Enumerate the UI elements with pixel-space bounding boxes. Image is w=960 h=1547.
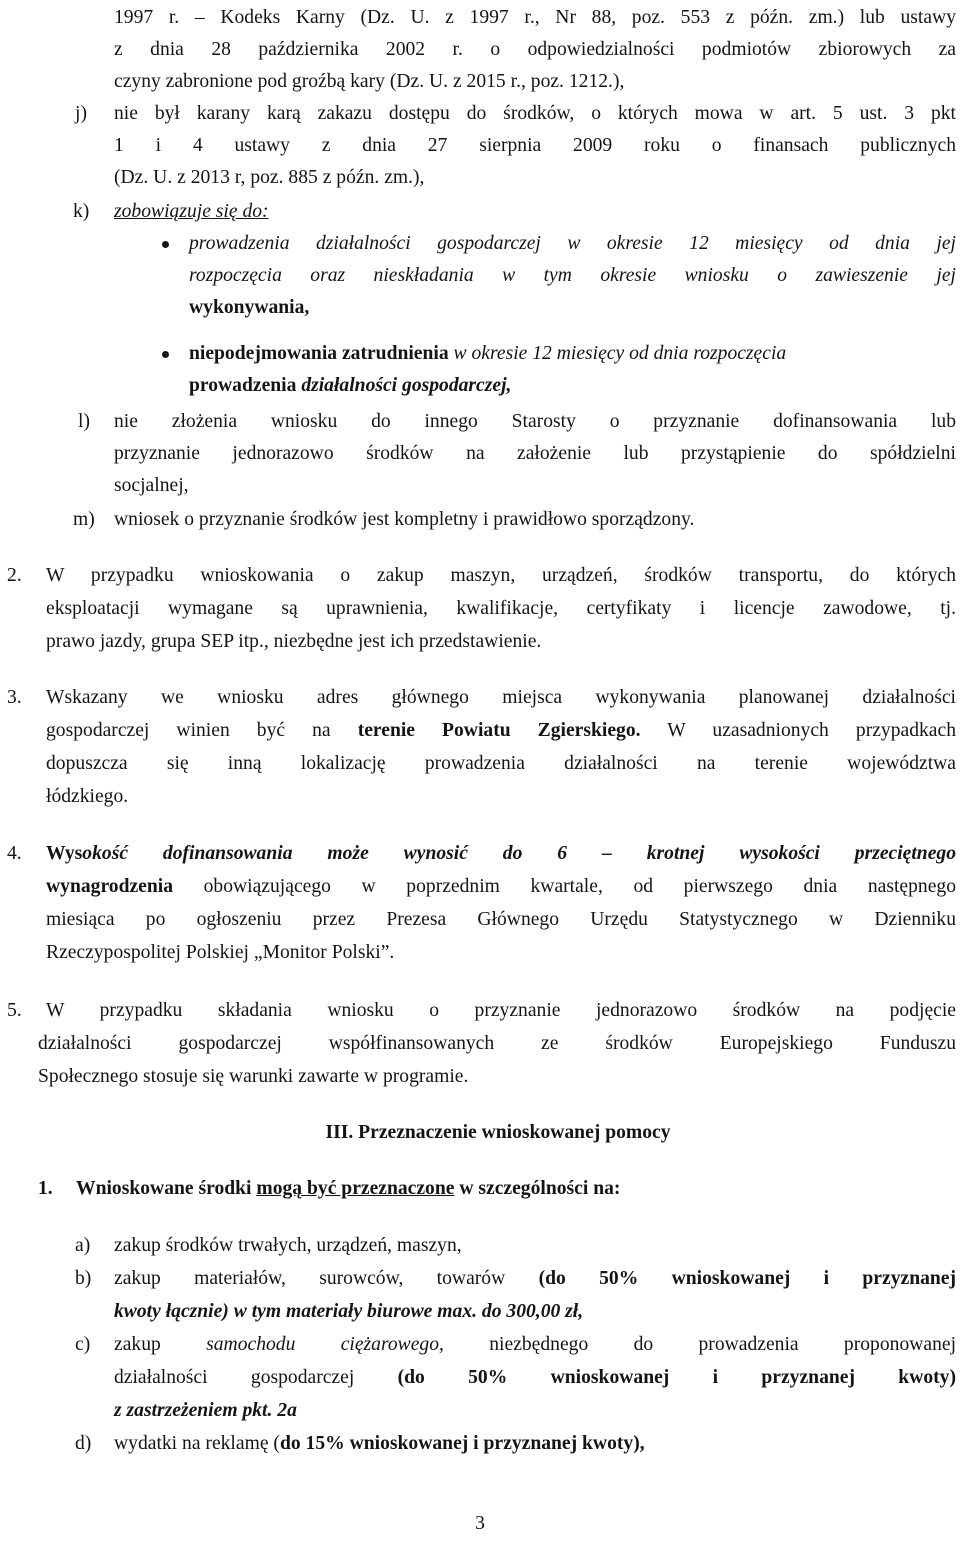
text-line: 1 i 4 ustawy z dnia 27 sierpnia 2009 roku o finansach publicznych	[114, 135, 956, 156]
text-line: W przypadku wnioskowania o zakup maszyn, urządzeń, środków transportu, do których	[46, 565, 956, 586]
italic-run: samochodu ciężarowego	[206, 1334, 440, 1355]
bold-run: Wys	[46, 843, 83, 864]
text-line: przyznanie jednorazowo środków na założenie lub przystąpienie do spółdzielni	[114, 443, 956, 464]
text-line: (Dz. U. z 2013 r, poz. 885 z późn. zm.),	[114, 167, 425, 188]
bold-italic-run: okość dofinansowania może wynosić do 6 – krotnej wysokości przeciętnego	[82, 843, 956, 864]
italic-run: w okresie 12 miesięcy od dnia rozpoczęcia	[448, 343, 787, 364]
bold-run: w szczególności na:	[454, 1178, 621, 1199]
text-line: nie był karany karą zakazu dostępu do środków, o których mowa w art. 5 ust. 3 pkt	[114, 103, 956, 124]
text-line: kwoty łącznie) w tym materiały biurowe max. do 300,00 zł,	[114, 1301, 584, 1322]
text-run: zakup	[114, 1334, 207, 1355]
text-line: zakup środków trwałych, urządzeń, maszyn,	[114, 1235, 462, 1256]
text-line: 1997 r. – Kodeks Karny (Dz. U. z 1997 r., Nr 88, poz. 553 z późn. zm.) lub ustawy	[114, 7, 956, 28]
list-label-a: a)	[75, 1235, 91, 1256]
bold-run: terenie Powiatu Zgierskiego.	[357, 720, 641, 741]
text-run: W uzasadnionych przypadkach	[640, 720, 956, 741]
bold-italic-run: działalności gospodarczej,	[296, 375, 512, 396]
list-label-l: l)	[78, 411, 90, 432]
text-line	[76, 1173, 620, 1206]
section-heading: III. Przeznaczenie wnioskowanej pomocy	[325, 1122, 671, 1143]
point-number: 1.	[38, 1178, 53, 1199]
bold-run: niepodejmowania zatrudnienia	[189, 343, 449, 364]
bold-run: (do 50% wnioskowanej i przyznanej kwoty)	[397, 1367, 956, 1388]
point-number: 3.	[7, 687, 22, 708]
text-run: zakup materiałów, surowców, towarów	[114, 1268, 539, 1289]
text-line: z dnia 28 października 2002 r. o odpowiedzialności podmiotów zbiorowych za	[114, 39, 956, 60]
text-line: nie złożenia wniosku do innego Starosty o przyznanie dofinansowania lub	[114, 411, 956, 432]
text-line	[114, 1428, 645, 1461]
text-line: Rzeczypospolitej Polskiej „Monitor Polski”.	[46, 942, 395, 963]
list-label-j: j)	[75, 103, 87, 124]
text-line: rozpoczęcia oraz nieskładania w tym okresie wniosku o zawieszenie jej	[189, 265, 956, 286]
underlined-run: mogą być przeznaczone	[256, 1178, 455, 1199]
bold-run: Wnioskowane środki	[76, 1178, 257, 1199]
text-line	[46, 871, 956, 904]
text-line	[114, 1329, 956, 1362]
text-line: łódzkiego.	[46, 786, 129, 807]
text-line: prawo jazdy, grupa SEP itp., niezbędne jest ich przedstawienie.	[46, 631, 542, 652]
bold-run: wynagrodzenia	[46, 876, 174, 897]
list-label-c: c)	[75, 1334, 91, 1355]
bullet-icon	[162, 241, 169, 248]
text-line: prowadzenia działalności gospodarczej w okresie 12 miesięcy od dnia jej	[189, 233, 956, 254]
bullet-icon	[162, 351, 169, 358]
bold-run: prowadzenia	[189, 375, 297, 396]
list-label-d: d)	[75, 1433, 92, 1454]
text-line: wykonywania,	[189, 297, 310, 318]
list-label-m: m)	[73, 509, 95, 530]
page-number: 3	[475, 1513, 485, 1534]
text-line: działalności gospodarczej współfinansowanych ze środków Europejskiego Funduszu	[38, 1033, 956, 1054]
point-number: 2.	[7, 565, 22, 586]
text-run: obowiązującego w poprzednim kwartale, od pierwszego dnia następnego	[173, 876, 956, 897]
text-line: zobowiązuje się do:	[114, 201, 269, 222]
text-run: gospodarczej winien być na	[46, 720, 358, 741]
text-line: wniosek o przyznanie środków jest kompletny i prawidłowo sporządzony.	[114, 509, 695, 530]
text-line: Społecznego stosuje się warunki zawarte w programie.	[38, 1066, 469, 1087]
text-line	[114, 1362, 956, 1395]
point-number: 5.	[7, 1000, 22, 1021]
list-label-b: b)	[75, 1268, 92, 1289]
text-line: eksploatacji wymagane są uprawnienia, kwalifikacje, certyfikaty i licencje zawodowe, tj.	[46, 598, 956, 619]
text-line: socjalnej,	[114, 475, 189, 496]
text-line: z zastrzeżeniem pkt. 2a	[114, 1400, 297, 1421]
bold-run: (do 50% wnioskowanej i przyznanej	[538, 1268, 957, 1289]
text-line	[46, 838, 956, 871]
text-run: działalności gospodarczej	[114, 1367, 398, 1388]
text-line	[46, 715, 956, 748]
point-number: 4.	[7, 843, 22, 864]
text-line	[114, 1263, 956, 1296]
text-run: wydatki na reklamę (	[114, 1433, 280, 1454]
text-run: , niezbędnego do prowadzenia proponowanej	[439, 1334, 957, 1355]
text-line: W przypadku składania wniosku o przyznanie jednorazowo środków na podjęcie	[46, 1000, 956, 1021]
text-line	[189, 338, 786, 371]
text-line	[189, 370, 511, 403]
list-label-k: k)	[73, 201, 90, 222]
text-line: czyny zabronione pod groźbą kary (Dz. U. z 2015 r., poz. 1212.),	[114, 71, 625, 92]
text-line: Wskazany we wniosku adres głównego miejsca wykonywania planowanej działalności	[46, 687, 956, 708]
text-line: miesiąca po ogłoszeniu przez Prezesa Głównego Urzędu Statystycznego w Dzienniku	[46, 909, 956, 930]
bold-run: do 15% wnioskowanej i przyznanej kwoty),	[279, 1433, 645, 1454]
text-line: dopuszcza się inną lokalizację prowadzenia działalności na terenie województwa	[46, 753, 956, 774]
